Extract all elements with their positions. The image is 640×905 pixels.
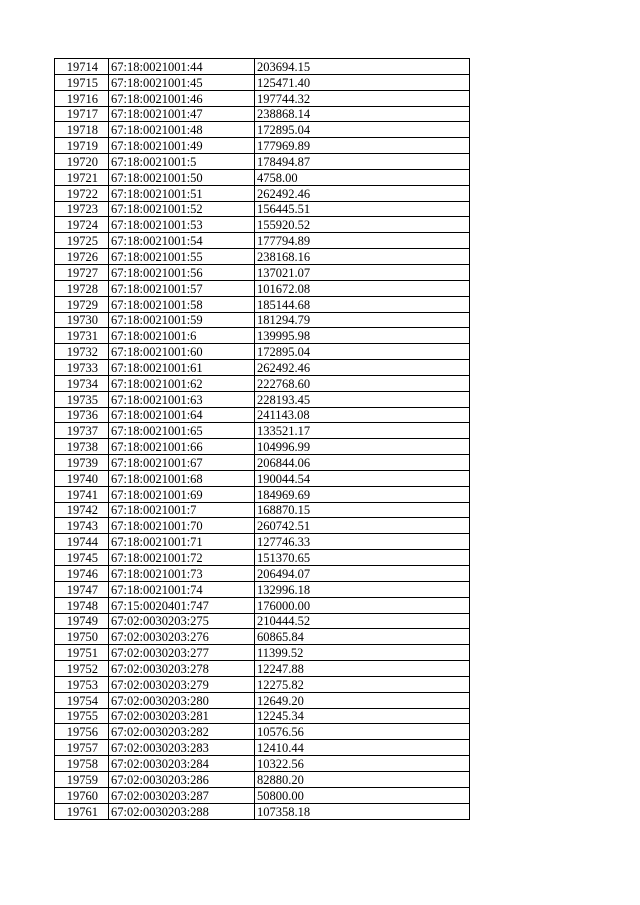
table-row [55, 169, 470, 185]
cadastral-number-cell: 67:02:0030203:280 [109, 692, 255, 708]
table-row [55, 122, 470, 138]
table-row [55, 249, 470, 265]
value-cell: 190044.54 [255, 470, 470, 486]
cadastral-number-cell: 67:18:0021001:72 [109, 550, 255, 566]
value-cell: 12245.34 [255, 708, 470, 724]
table-row [55, 106, 470, 122]
row-number-cell: 19736 [55, 407, 109, 423]
table-row [55, 724, 470, 740]
value-cell: 203694.15 [255, 59, 470, 75]
table-body [55, 59, 470, 820]
row-number-cell: 19718 [55, 122, 109, 138]
cadastral-number-cell: 67:18:0021001:59 [109, 312, 255, 328]
table-row [55, 581, 470, 597]
value-cell: 228193.45 [255, 391, 470, 407]
table-row [55, 280, 470, 296]
table-row [55, 296, 470, 312]
value-cell: 50800.00 [255, 787, 470, 803]
cadastral-number-cell: 67:02:0030203:281 [109, 708, 255, 724]
value-cell: 82880.20 [255, 771, 470, 787]
table-row [55, 613, 470, 629]
value-cell: 101672.08 [255, 280, 470, 296]
cadastral-number-cell: 67:18:0021001:71 [109, 534, 255, 550]
row-number-cell: 19742 [55, 502, 109, 518]
cadastral-number-cell: 67:18:0021001:6 [109, 328, 255, 344]
row-number-cell: 19715 [55, 74, 109, 90]
table-row [55, 59, 470, 75]
table-row [55, 740, 470, 756]
row-number-cell: 19725 [55, 233, 109, 249]
cadastral-number-cell: 67:18:0021001:58 [109, 296, 255, 312]
cadastral-number-cell: 67:18:0021001:46 [109, 90, 255, 106]
value-cell: 172895.04 [255, 344, 470, 360]
row-number-cell: 19720 [55, 154, 109, 170]
table-row [55, 217, 470, 233]
table-row [55, 597, 470, 613]
cadastral-number-cell: 67:02:0030203:279 [109, 676, 255, 692]
row-number-cell: 19744 [55, 534, 109, 550]
value-cell: 125471.40 [255, 74, 470, 90]
row-number-cell: 19721 [55, 169, 109, 185]
table-row [55, 360, 470, 376]
cadastral-number-cell: 67:18:0021001:60 [109, 344, 255, 360]
value-cell: 178494.87 [255, 154, 470, 170]
value-cell: 241143.08 [255, 407, 470, 423]
cadastral-number-cell: 67:02:0030203:286 [109, 771, 255, 787]
value-cell: 206494.07 [255, 566, 470, 582]
cadastral-number-cell: 67:18:0021001:7 [109, 502, 255, 518]
value-cell: 238868.14 [255, 106, 470, 122]
value-cell: 155920.52 [255, 217, 470, 233]
table-row [55, 534, 470, 550]
value-cell: 238168.16 [255, 249, 470, 265]
value-cell: 132996.18 [255, 581, 470, 597]
table-row [55, 771, 470, 787]
cadastral-number-cell: 67:18:0021001:49 [109, 138, 255, 154]
table-row [55, 756, 470, 772]
row-number-cell: 19755 [55, 708, 109, 724]
cadastral-number-cell: 67:02:0030203:277 [109, 645, 255, 661]
row-number-cell: 19731 [55, 328, 109, 344]
cadastral-number-cell: 67:18:0021001:5 [109, 154, 255, 170]
table-row [55, 407, 470, 423]
value-cell: 260742.51 [255, 518, 470, 534]
cadastral-number-cell: 67:18:0021001:62 [109, 375, 255, 391]
table-row [55, 470, 470, 486]
table-row [55, 661, 470, 677]
table-row [55, 375, 470, 391]
value-cell: 104996.99 [255, 439, 470, 455]
cadastral-value-table [54, 58, 470, 820]
row-number-cell: 19714 [55, 59, 109, 75]
table-row [55, 328, 470, 344]
row-number-cell: 19719 [55, 138, 109, 154]
row-number-cell: 19716 [55, 90, 109, 106]
row-number-cell: 19747 [55, 581, 109, 597]
cadastral-number-cell: 67:18:0021001:68 [109, 470, 255, 486]
value-cell: 156445.51 [255, 201, 470, 217]
row-number-cell: 19737 [55, 423, 109, 439]
table-row [55, 138, 470, 154]
row-number-cell: 19751 [55, 645, 109, 661]
row-number-cell: 19753 [55, 676, 109, 692]
row-number-cell: 19717 [55, 106, 109, 122]
cadastral-number-cell: 67:18:0021001:45 [109, 74, 255, 90]
table-row [55, 391, 470, 407]
table-row [55, 629, 470, 645]
value-cell: 262492.46 [255, 360, 470, 376]
table-row [55, 264, 470, 280]
value-cell: 139995.98 [255, 328, 470, 344]
value-cell: 107358.18 [255, 803, 470, 819]
row-number-cell: 19760 [55, 787, 109, 803]
value-cell: 4758.00 [255, 169, 470, 185]
value-cell: 12275.82 [255, 676, 470, 692]
table-row [55, 201, 470, 217]
value-cell: 197744.32 [255, 90, 470, 106]
row-number-cell: 19734 [55, 375, 109, 391]
row-number-cell: 19722 [55, 185, 109, 201]
cadastral-number-cell: 67:18:0021001:63 [109, 391, 255, 407]
row-number-cell: 19730 [55, 312, 109, 328]
value-cell: 181294.79 [255, 312, 470, 328]
value-cell: 11399.52 [255, 645, 470, 661]
cadastral-number-cell: 67:02:0030203:288 [109, 803, 255, 819]
table-row [55, 518, 470, 534]
cadastral-number-cell: 67:02:0030203:282 [109, 724, 255, 740]
row-number-cell: 19745 [55, 550, 109, 566]
cadastral-number-cell: 67:18:0021001:53 [109, 217, 255, 233]
row-number-cell: 19759 [55, 771, 109, 787]
cadastral-number-cell: 67:02:0030203:287 [109, 787, 255, 803]
row-number-cell: 19743 [55, 518, 109, 534]
value-cell: 172895.04 [255, 122, 470, 138]
row-number-cell: 19749 [55, 613, 109, 629]
table-row [55, 455, 470, 471]
cadastral-number-cell: 67:18:0021001:69 [109, 486, 255, 502]
table-row [55, 502, 470, 518]
row-number-cell: 19727 [55, 264, 109, 280]
cadastral-number-cell: 67:18:0021001:47 [109, 106, 255, 122]
value-cell: 262492.46 [255, 185, 470, 201]
value-cell: 127746.33 [255, 534, 470, 550]
table-row [55, 233, 470, 249]
value-cell: 206844.06 [255, 455, 470, 471]
cadastral-number-cell: 67:02:0030203:275 [109, 613, 255, 629]
row-number-cell: 19724 [55, 217, 109, 233]
row-number-cell: 19735 [55, 391, 109, 407]
table-row [55, 645, 470, 661]
cadastral-number-cell: 67:18:0021001:70 [109, 518, 255, 534]
value-cell: 177794.89 [255, 233, 470, 249]
cadastral-number-cell: 67:18:0021001:51 [109, 185, 255, 201]
value-cell: 168870.15 [255, 502, 470, 518]
row-number-cell: 19733 [55, 360, 109, 376]
table-row [55, 787, 470, 803]
row-number-cell: 19732 [55, 344, 109, 360]
cadastral-number-cell: 67:18:0021001:44 [109, 59, 255, 75]
table-row [55, 90, 470, 106]
row-number-cell: 19754 [55, 692, 109, 708]
row-number-cell: 19757 [55, 740, 109, 756]
row-number-cell: 19756 [55, 724, 109, 740]
row-number-cell: 19741 [55, 486, 109, 502]
value-cell: 177969.89 [255, 138, 470, 154]
row-number-cell: 19729 [55, 296, 109, 312]
value-cell: 10576.56 [255, 724, 470, 740]
row-number-cell: 19740 [55, 470, 109, 486]
cadastral-number-cell: 67:18:0021001:54 [109, 233, 255, 249]
value-cell: 222768.60 [255, 375, 470, 391]
table-row [55, 708, 470, 724]
table-row [55, 423, 470, 439]
row-number-cell: 19723 [55, 201, 109, 217]
cadastral-number-cell: 67:18:0021001:66 [109, 439, 255, 455]
value-cell: 10322.56 [255, 756, 470, 772]
row-number-cell: 19738 [55, 439, 109, 455]
value-cell: 12649.20 [255, 692, 470, 708]
row-number-cell: 19728 [55, 280, 109, 296]
cadastral-number-cell: 67:18:0021001:57 [109, 280, 255, 296]
table-row [55, 185, 470, 201]
cadastral-number-cell: 67:18:0021001:55 [109, 249, 255, 265]
cadastral-number-cell: 67:02:0030203:284 [109, 756, 255, 772]
cadastral-number-cell: 67:18:0021001:48 [109, 122, 255, 138]
row-number-cell: 19750 [55, 629, 109, 645]
value-cell: 184969.69 [255, 486, 470, 502]
value-cell: 137021.07 [255, 264, 470, 280]
cadastral-number-cell: 67:18:0021001:73 [109, 566, 255, 582]
table-row [55, 692, 470, 708]
value-cell: 12247.88 [255, 661, 470, 677]
cadastral-number-cell: 67:18:0021001:74 [109, 581, 255, 597]
cadastral-number-cell: 67:18:0021001:61 [109, 360, 255, 376]
cadastral-number-cell: 67:18:0021001:67 [109, 455, 255, 471]
cadastral-number-cell: 67:02:0030203:283 [109, 740, 255, 756]
table-row [55, 550, 470, 566]
value-cell: 133521.17 [255, 423, 470, 439]
table-row [55, 566, 470, 582]
row-number-cell: 19726 [55, 249, 109, 265]
cadastral-number-cell: 67:15:0020401:747 [109, 597, 255, 613]
table-row [55, 676, 470, 692]
table-row [55, 439, 470, 455]
cadastral-number-cell: 67:18:0021001:52 [109, 201, 255, 217]
row-number-cell: 19748 [55, 597, 109, 613]
cadastral-number-cell: 67:18:0021001:64 [109, 407, 255, 423]
table-row [55, 154, 470, 170]
value-cell: 60865.84 [255, 629, 470, 645]
table-row [55, 344, 470, 360]
cadastral-number-cell: 67:18:0021001:50 [109, 169, 255, 185]
cadastral-number-cell: 67:18:0021001:65 [109, 423, 255, 439]
table-row [55, 312, 470, 328]
row-number-cell: 19752 [55, 661, 109, 677]
value-cell: 210444.52 [255, 613, 470, 629]
table-row [55, 803, 470, 819]
row-number-cell: 19746 [55, 566, 109, 582]
row-number-cell: 19739 [55, 455, 109, 471]
table-row [55, 74, 470, 90]
cadastral-number-cell: 67:02:0030203:278 [109, 661, 255, 677]
value-cell: 185144.68 [255, 296, 470, 312]
value-cell: 12410.44 [255, 740, 470, 756]
cadastral-number-cell: 67:18:0021001:56 [109, 264, 255, 280]
cadastral-number-cell: 67:02:0030203:276 [109, 629, 255, 645]
row-number-cell: 19758 [55, 756, 109, 772]
row-number-cell: 19761 [55, 803, 109, 819]
value-cell: 176000.00 [255, 597, 470, 613]
table-row [55, 486, 470, 502]
value-cell: 151370.65 [255, 550, 470, 566]
